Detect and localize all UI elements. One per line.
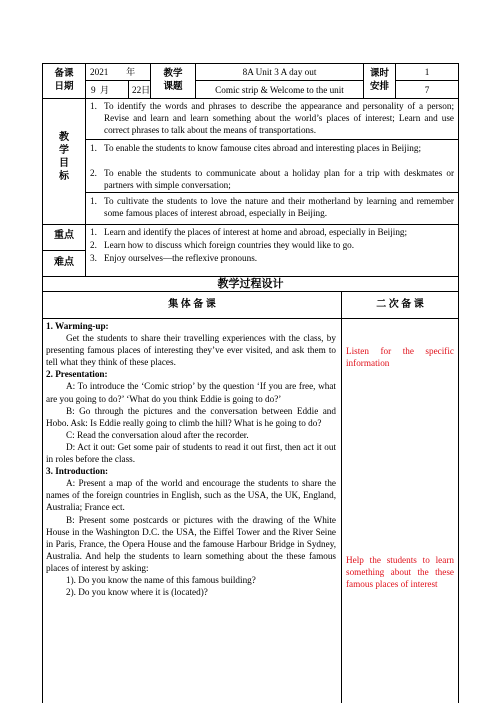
section-heading: 3. Introduction: — [46, 466, 109, 477]
second-prep-header: 二 次 备 课 — [376, 299, 424, 310]
year-value: 2021 — [90, 67, 109, 77]
section-paragraph: 2). Do you know where it is (located)? — [66, 587, 208, 598]
day-value: 22 — [132, 85, 142, 95]
section-paragraph: A: Present a map of the world and encourage the students to share the names of the foreign countries in English, such as the USA, the UK, England, Australia; France ect. — [46, 478, 336, 513]
topic-line-1: 8A Unit 3 A day out — [242, 67, 317, 77]
topic-line-2: Comic strip & Welcome to the unit — [215, 85, 344, 95]
section-paragraph: B: Go through the pictures and the conversation between Eddie and Hobo. Ask: Is Eddie really going to climb the hill? What is he going to do? — [46, 405, 336, 428]
second-prep-note: Help the students to learn something about the these famous places of interest — [346, 555, 454, 590]
key-point-label: 重点 — [54, 230, 74, 241]
period-label: 课时 安排 — [369, 69, 389, 92]
collective-prep-header: 集 体 备 课 — [168, 299, 216, 310]
section-heading: 2. Presentation: — [46, 369, 108, 380]
period-value-1: 1 — [424, 67, 430, 77]
month-unit: 月 — [100, 85, 110, 95]
section-paragraph: 1). Do you know the name of this famous building? — [66, 574, 256, 585]
difficulty-label: 难点 — [54, 257, 74, 268]
section-paragraph: B: Present some postcards or pictures with the drawing of the White House in the Washington D.C. the USA, the Eiffel Tower and the River Seine in Paris, France, the Opera House and the famouse Harbour Bridge in Sydney, Australia. And help the students to learn something about the these famous places of interest by asking: — [46, 514, 336, 573]
section-heading: 1. Warming-up: — [46, 321, 109, 331]
section-paragraph: C: Read the conversation aloud after the recorder. — [66, 429, 249, 440]
period-value-2: 7 — [424, 85, 430, 95]
second-prep-note: Listen for the specific information — [346, 346, 454, 369]
lesson-date-label: 备课 日期 — [54, 69, 74, 92]
objectives-label: 教 学 目 标 — [59, 132, 69, 182]
process-body — [46, 320, 336, 598]
day-unit: 日 — [141, 85, 151, 95]
section-paragraph: D: Act it out: Get some pair of students to read it out first, then act it out in roles before the class. — [46, 441, 336, 465]
process-title: 教学过程设计 — [217, 278, 284, 290]
topic-label: 教学 课题 — [163, 69, 183, 92]
section-paragraph: Get the students to share their travelling experiences with the class, by presenting famous places of interesting they’ve ever visited, and ask them to tell what they think of these places. — [46, 333, 336, 368]
month-value: 9 — [91, 85, 96, 95]
section-paragraph: A: To introduce the ‘Comic striop’ by the question ‘If you are free, what are you going to do?’ ‘What do you think Eddie is going to do?’ — [46, 381, 336, 404]
year-unit: 年 — [126, 67, 136, 77]
